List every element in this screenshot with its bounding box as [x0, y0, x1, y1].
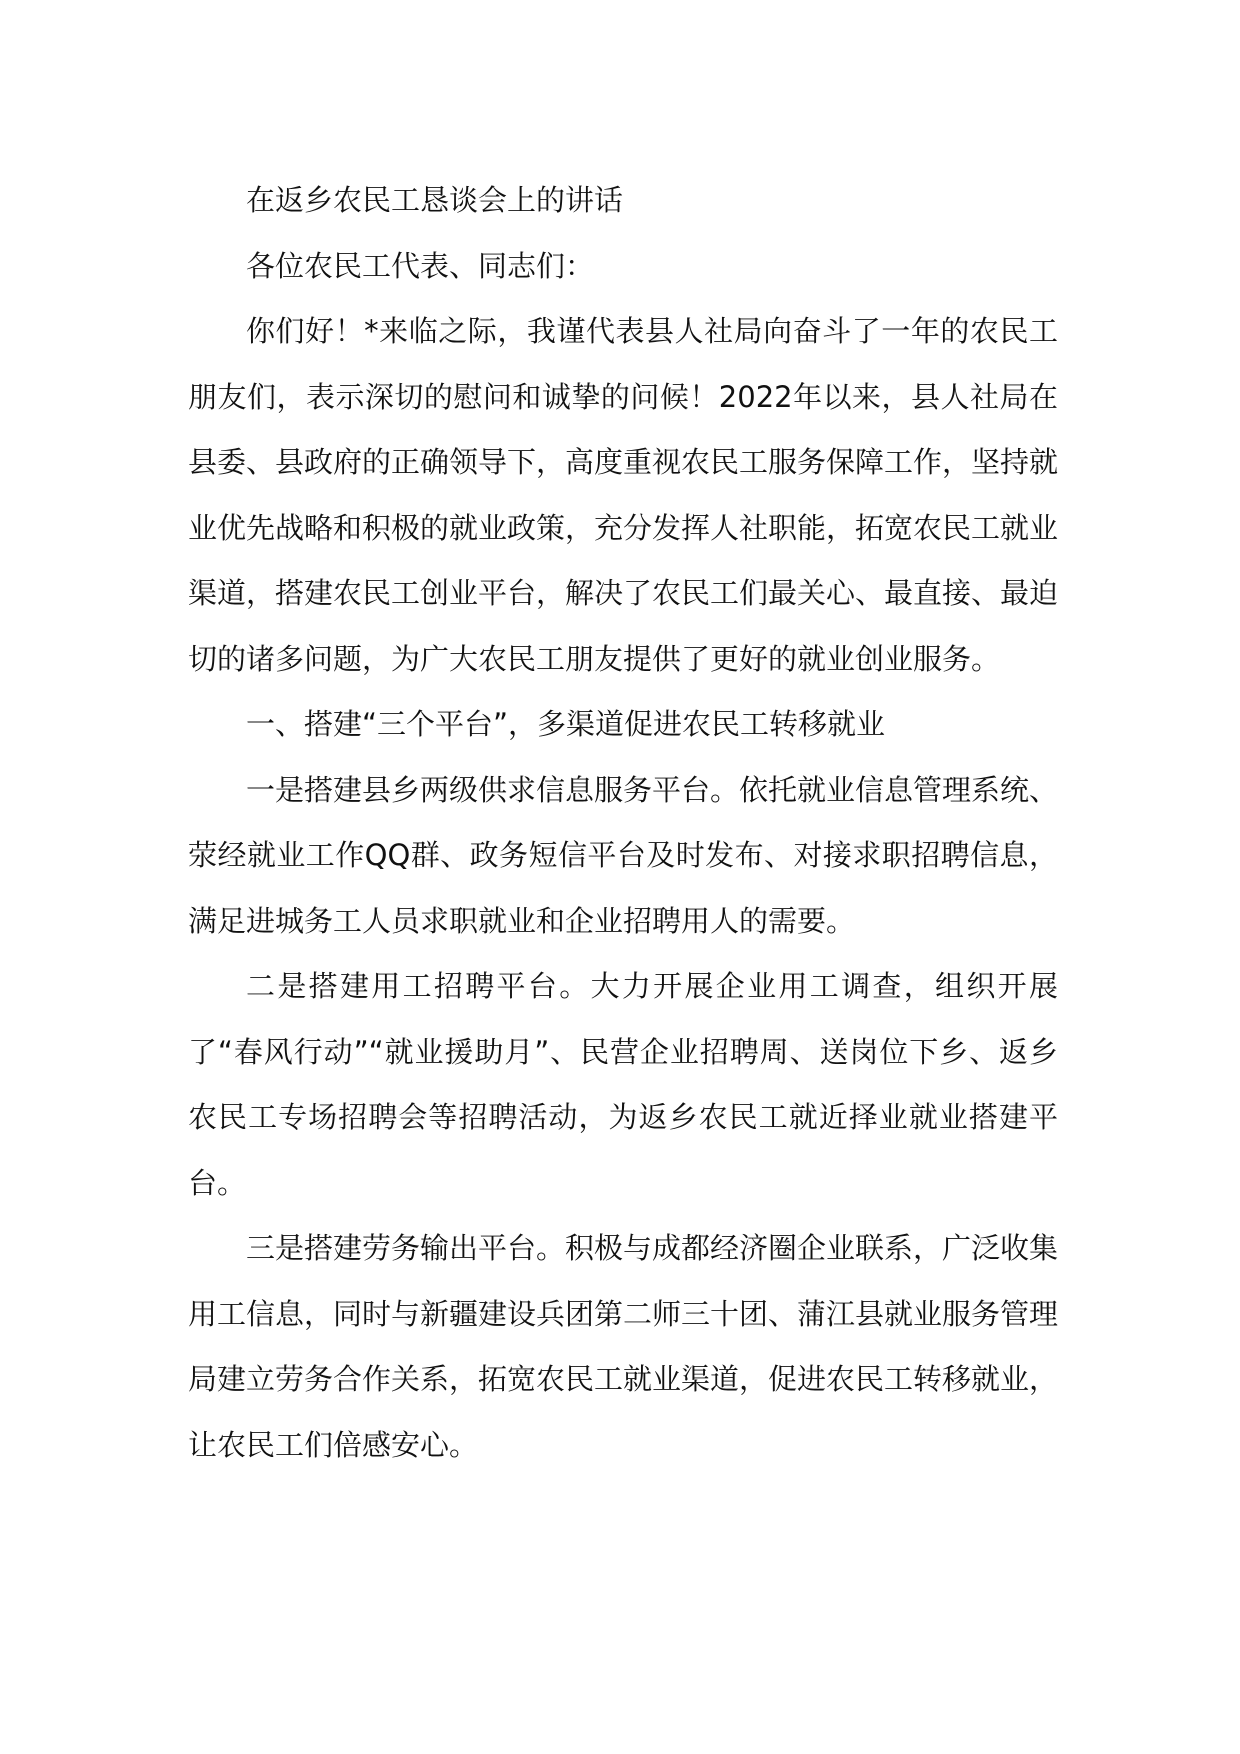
paragraph-platform-3: 三是搭建劳务输出平台。积极与成都经济圈企业联系，广泛收集用工信息，同时与新疆建设兵团第二师三十团、蒲江县就业服务管理局建立劳务合作关系，拓宽农民工就业渠道，促进农民工转移就业，让农民工们倍感安心。	[188, 1231, 1059, 1462]
paragraph-greeting: 你们好！*来临之际，我谨代表县人社局向奋斗了一年的农民工朋友们，表示深切的慰问和诚挚的问候！2022年以来，县人社局在县委、县政府的正确领导下，高度重视农民工服务保障工作，坚持就业优先战略和积极的就业政策，充分发挥人社职能，拓宽农民工就业渠道，搭建农民工创业平台，解决了农民工们最关心、最直接、最迫切的诸多问题，为广大农民工朋友提供了更好的就业创业服务。	[188, 314, 1059, 676]
paragraph-platform-2: 二是搭建用工招聘平台。大力开展企业用工调查，组织开展了“春风行动”“就业援助月”、民营企业招聘周、送岗位下乡、返乡农民工专场招聘会等招聘活动，为返乡农民工就近择业就业搭建平台。	[188, 969, 1058, 1200]
document-title: 在返乡农民工恳谈会上的讲话	[246, 183, 624, 217]
paragraph-platform-1: 一是搭建县乡两级供求信息服务平台。依托就业信息管理系统、荥经就业工作QQ群、政务短信平台及时发布、对接求职招聘信息，满足进城务工人员求职就业和企业招聘用人的需要。	[188, 772, 1059, 938]
section-heading: 一、搭建“三个平台”，多渠道促进农民工转移就业	[246, 707, 886, 741]
document-body	[188, 168, 1058, 1478]
salutation: 各位农民工代表、同志们：	[246, 248, 595, 283]
